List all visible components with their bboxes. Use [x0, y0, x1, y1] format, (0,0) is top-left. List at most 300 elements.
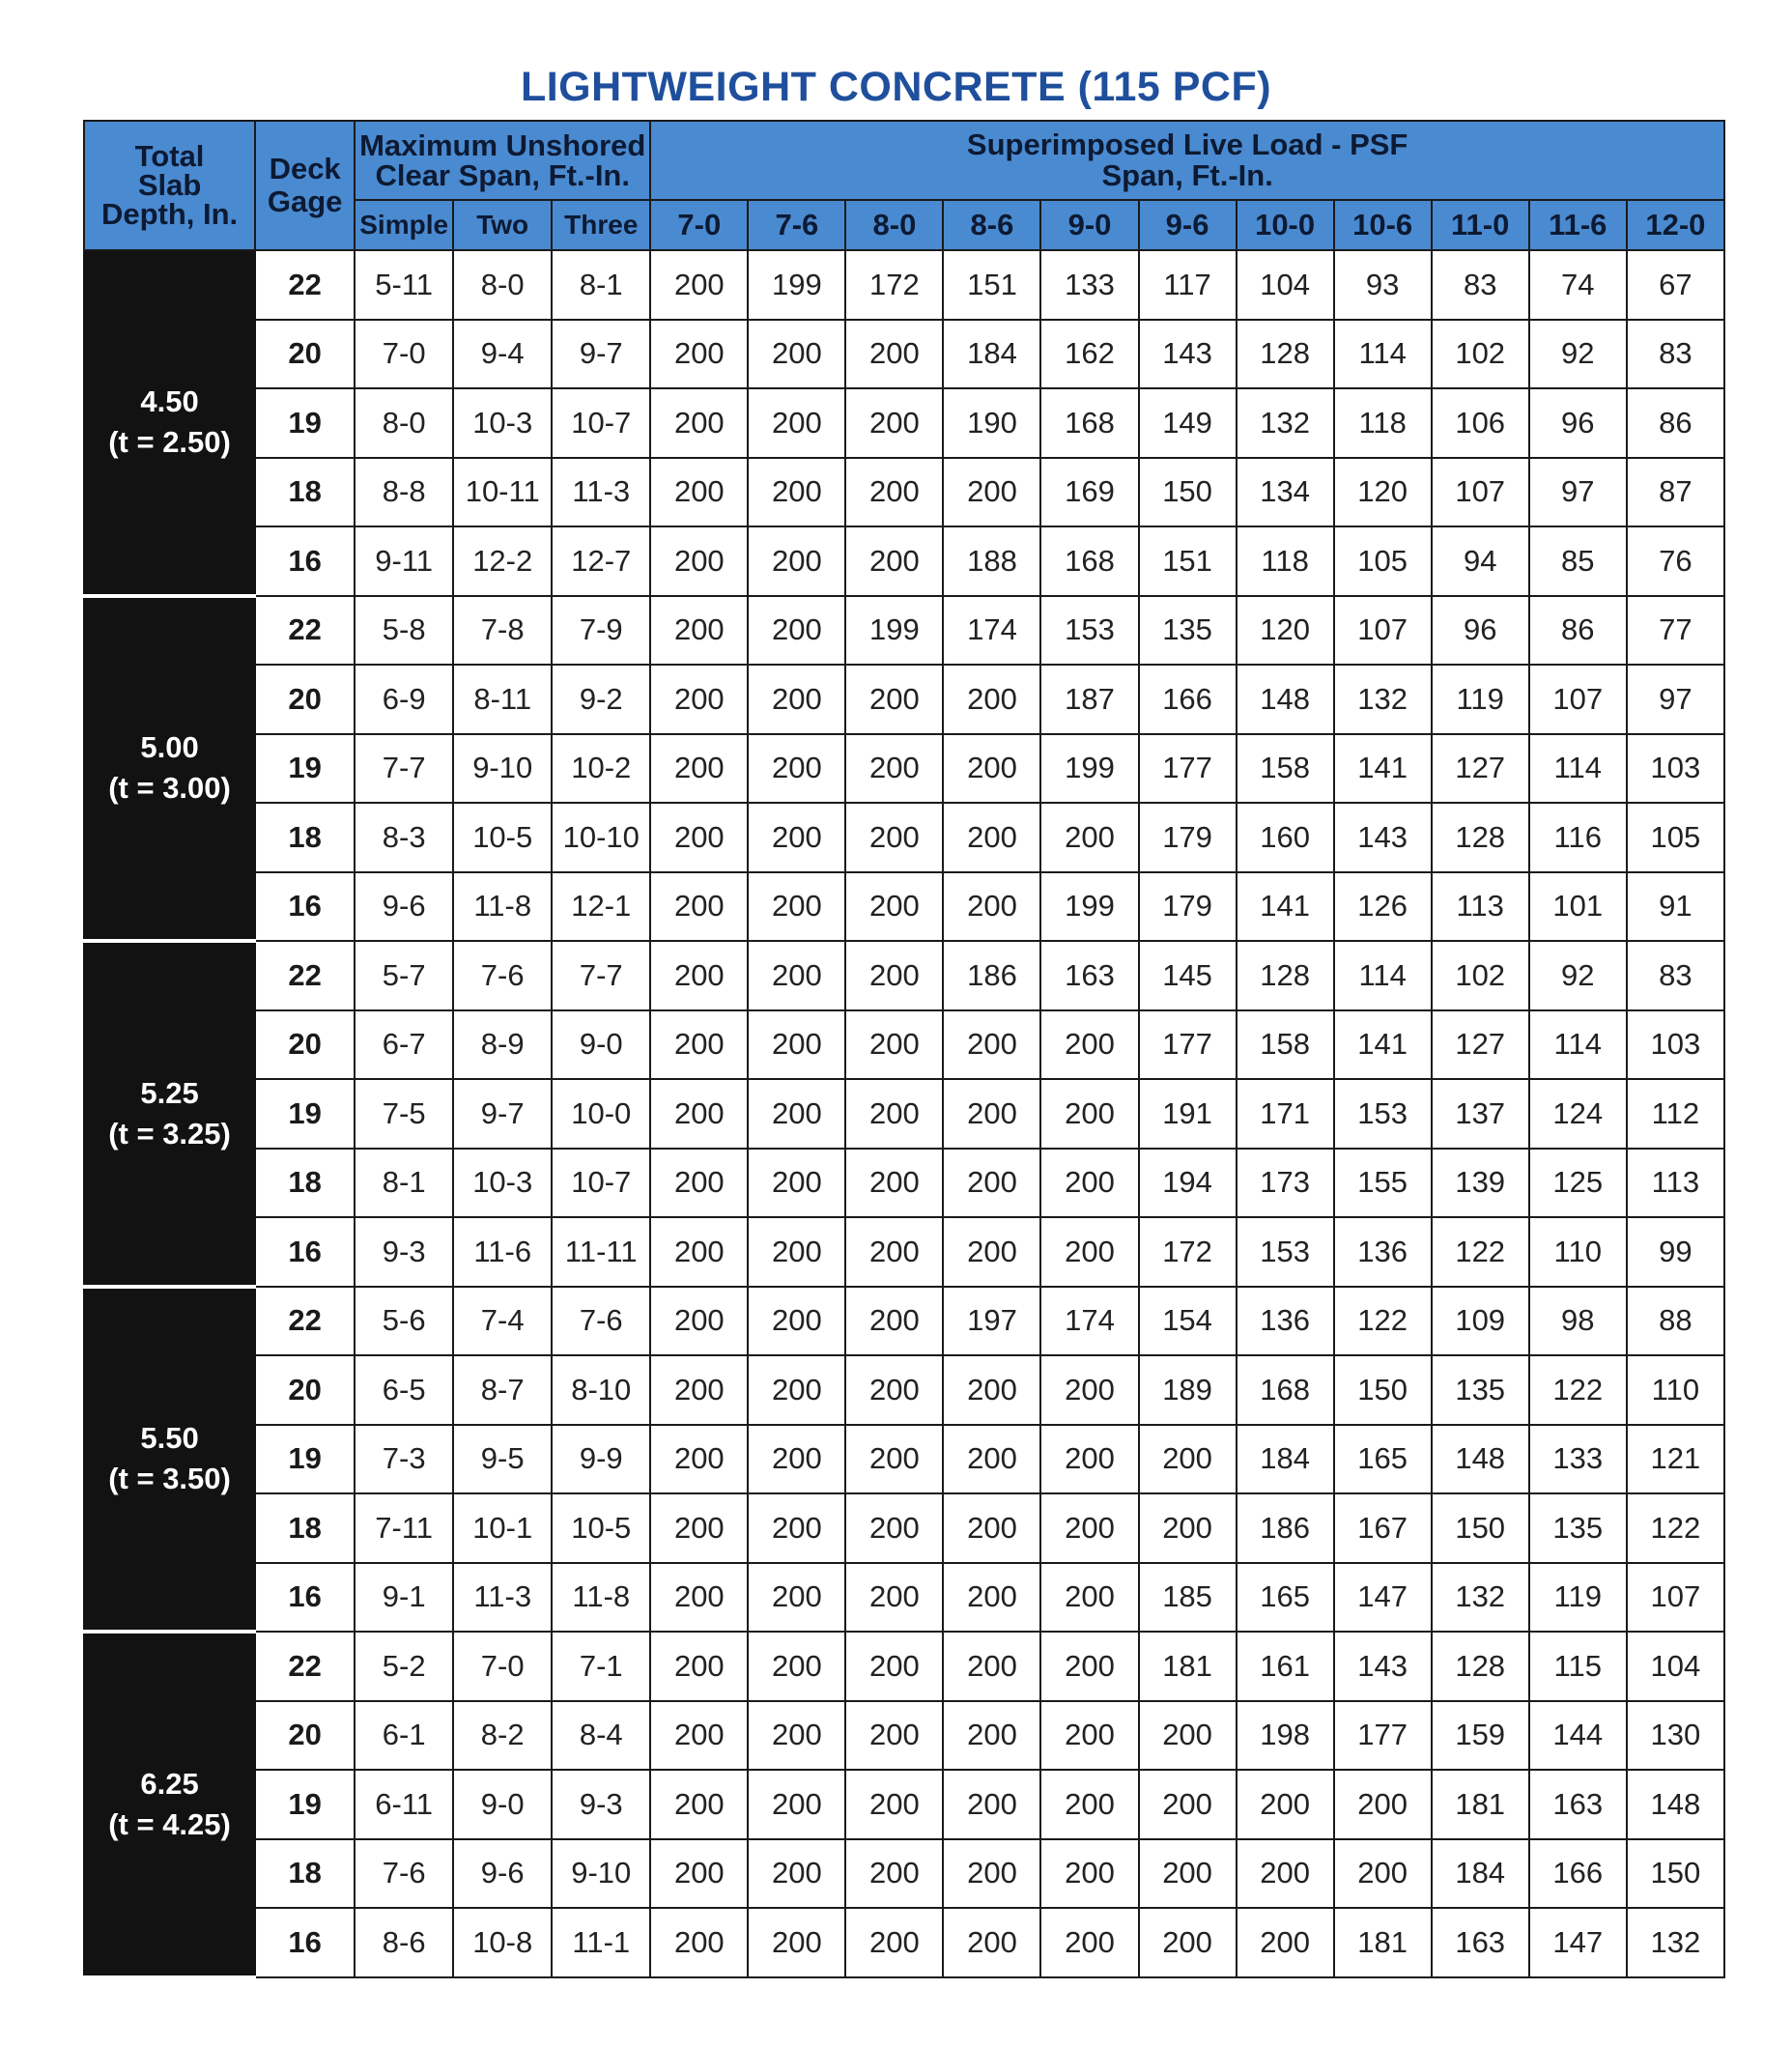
live-load-cell: 200	[943, 458, 1040, 527]
deck-gage-cell: 18	[255, 458, 355, 527]
clear-span-cell: 7-9	[552, 596, 650, 666]
live-load-cell: 122	[1627, 1493, 1724, 1563]
deck-gage-cell: 16	[255, 1563, 355, 1633]
live-load-cell: 158	[1237, 1010, 1334, 1080]
slab-depth-cell	[84, 596, 255, 942]
live-load-cell: 200	[943, 1079, 1040, 1149]
live-load-cell: 166	[1139, 665, 1237, 734]
live-load-cell: 200	[748, 1287, 845, 1356]
deck-gage-cell: 19	[255, 1425, 355, 1494]
live-load-cell: 200	[845, 1770, 943, 1839]
live-load-cell: 200	[845, 1149, 943, 1218]
live-load-cell: 186	[1237, 1493, 1334, 1563]
live-load-cell: 200	[845, 320, 943, 389]
live-load-cell: 174	[1040, 1287, 1138, 1356]
live-load-cell: 179	[1139, 872, 1237, 942]
table-row	[84, 1079, 1724, 1149]
live-load-cell: 200	[845, 1287, 943, 1356]
clear-span-cell: 11-3	[453, 1563, 552, 1633]
live-load-cell: 200	[943, 803, 1040, 872]
table-body	[84, 250, 1724, 1977]
live-load-cell: 107	[1432, 458, 1529, 527]
live-load-cell: 188	[943, 526, 1040, 596]
live-load-cell: 200	[1040, 1355, 1138, 1425]
slab-thickness-value: (t = 3.25)	[108, 1116, 231, 1151]
live-load-cell: 189	[1139, 1355, 1237, 1425]
live-load-cell: 200	[748, 1079, 845, 1149]
live-load-cell: 127	[1432, 734, 1529, 804]
live-load-cell: 163	[1432, 1908, 1529, 1977]
table-row	[84, 1908, 1724, 1977]
clear-span-cell: 6-1	[355, 1701, 453, 1771]
clear-span-cell: 6-9	[355, 665, 453, 734]
live-load-cell: 147	[1529, 1908, 1627, 1977]
live-load-cell: 141	[1237, 872, 1334, 942]
table-row	[84, 803, 1724, 872]
live-load-cell: 114	[1529, 734, 1627, 804]
live-load-cell: 172	[1139, 1217, 1237, 1287]
live-load-cell: 185	[1139, 1563, 1237, 1633]
live-load-cell: 143	[1334, 1632, 1432, 1701]
table-row	[84, 665, 1724, 734]
live-load-cell: 166	[1529, 1839, 1627, 1909]
clear-span-cell: 10-11	[453, 458, 552, 527]
live-load-cell: 200	[748, 1425, 845, 1494]
live-load-cell: 186	[943, 941, 1040, 1010]
live-load-cell: 177	[1139, 734, 1237, 804]
deck-gage-cell: 19	[255, 1079, 355, 1149]
live-load-cell: 200	[650, 250, 748, 320]
live-load-cell: 113	[1432, 872, 1529, 942]
live-load-cell: 125	[1529, 1149, 1627, 1218]
header-span-simple: Simple	[355, 200, 453, 250]
live-load-cell: 200	[650, 803, 748, 872]
clear-span-cell: 9-2	[552, 665, 650, 734]
live-load-cell: 93	[1334, 250, 1432, 320]
live-load-cell: 200	[748, 1839, 845, 1909]
live-load-cell: 200	[650, 1632, 748, 1701]
live-load-cell: 163	[1040, 941, 1138, 1010]
slab-depth-value: 5.50	[140, 1421, 199, 1456]
live-load-cell: 136	[1237, 1287, 1334, 1356]
live-load-cell: 200	[748, 1355, 845, 1425]
table-row	[84, 1287, 1724, 1356]
header-live-line: Span, Ft.-In.	[1101, 158, 1273, 192]
live-load-cell: 91	[1627, 872, 1724, 942]
live-load-cell: 168	[1040, 526, 1138, 596]
clear-span-cell: 7-6	[453, 941, 552, 1010]
live-load-cell: 117	[1139, 250, 1237, 320]
live-load-cell: 105	[1627, 803, 1724, 872]
live-load-cell: 200	[845, 526, 943, 596]
live-load-cell: 200	[748, 941, 845, 1010]
clear-span-cell: 8-3	[355, 803, 453, 872]
live-load-cell: 200	[1040, 1701, 1138, 1771]
live-load-cell: 150	[1432, 1493, 1529, 1563]
live-load-cell: 200	[1040, 1493, 1138, 1563]
slab-depth-cell	[84, 1632, 255, 1977]
live-load-cell: 200	[845, 1217, 943, 1287]
deck-gage-cell: 19	[255, 388, 355, 458]
live-load-cell: 200	[650, 941, 748, 1010]
deck-gage-cell: 22	[255, 250, 355, 320]
slab-thickness-value: (t = 2.50)	[108, 425, 231, 460]
live-load-cell: 132	[1627, 1908, 1724, 1977]
live-load-cell: 97	[1627, 665, 1724, 734]
deck-gage-cell: 18	[255, 1149, 355, 1218]
live-load-cell: 200	[1139, 1908, 1237, 1977]
live-load-cell: 88	[1627, 1287, 1724, 1356]
clear-span-cell: 8-11	[453, 665, 552, 734]
clear-span-cell: 10-8	[453, 1908, 552, 1977]
live-load-cell: 200	[1040, 1010, 1138, 1080]
live-load-cell: 200	[748, 1149, 845, 1218]
live-load-cell: 163	[1529, 1770, 1627, 1839]
deck-gage-cell: 20	[255, 1355, 355, 1425]
live-load-cell: 149	[1139, 388, 1237, 458]
live-load-cell: 97	[1529, 458, 1627, 527]
header-gage-line: Gage	[267, 185, 343, 218]
live-load-cell: 200	[1040, 1770, 1138, 1839]
clear-span-cell: 7-0	[453, 1632, 552, 1701]
live-load-cell: 150	[1627, 1839, 1724, 1909]
live-load-cell: 83	[1432, 250, 1529, 320]
deck-gage-cell: 19	[255, 734, 355, 804]
header-depth-line: Total	[134, 139, 205, 173]
live-load-cell: 132	[1334, 665, 1432, 734]
live-load-cell: 172	[845, 250, 943, 320]
deck-gage-cell: 20	[255, 1010, 355, 1080]
clear-span-cell: 7-7	[552, 941, 650, 1010]
live-load-cell: 153	[1040, 596, 1138, 666]
live-load-cell: 107	[1627, 1563, 1724, 1633]
clear-span-cell: 6-11	[355, 1770, 453, 1839]
clear-span-cell: 7-11	[355, 1493, 453, 1563]
live-load-cell: 141	[1334, 1010, 1432, 1080]
live-load-cell: 67	[1627, 250, 1724, 320]
clear-span-cell: 11-8	[552, 1563, 650, 1633]
live-load-cell: 136	[1334, 1217, 1432, 1287]
clear-span-cell: 7-0	[355, 320, 453, 389]
live-load-cell: 200	[943, 1425, 1040, 1494]
clear-span-cell: 8-1	[552, 250, 650, 320]
clear-span-cell: 11-11	[552, 1217, 650, 1287]
live-load-cell: 158	[1237, 734, 1334, 804]
deck-gage-cell: 16	[255, 526, 355, 596]
live-load-cell: 200	[943, 734, 1040, 804]
clear-span-cell: 9-6	[453, 1839, 552, 1909]
live-load-cell: 200	[845, 1839, 943, 1909]
clear-span-cell: 10-10	[552, 803, 650, 872]
clear-span-cell: 10-7	[552, 388, 650, 458]
clear-span-cell: 7-5	[355, 1079, 453, 1149]
clear-span-cell: 9-4	[453, 320, 552, 389]
clear-span-cell: 10-5	[552, 1493, 650, 1563]
live-load-cell: 200	[943, 1010, 1040, 1080]
live-load-cell: 151	[943, 250, 1040, 320]
table-row	[84, 320, 1724, 389]
deck-gage-cell: 20	[255, 1701, 355, 1771]
clear-span-cell: 9-0	[453, 1770, 552, 1839]
live-load-cell: 200	[748, 803, 845, 872]
slab-depth-value: 4.50	[140, 384, 199, 419]
live-load-cell: 200	[845, 388, 943, 458]
live-load-cell: 145	[1139, 941, 1237, 1010]
header-load-span-col: 12-0	[1627, 200, 1724, 250]
live-load-cell: 200	[748, 1908, 845, 1977]
live-load-cell: 200	[845, 1079, 943, 1149]
deck-gage-cell: 16	[255, 1908, 355, 1977]
live-load-cell: 153	[1334, 1079, 1432, 1149]
header-depth-line: Depth, In.	[100, 197, 239, 231]
live-load-cell: 200	[650, 526, 748, 596]
live-load-cell: 128	[1432, 1632, 1529, 1701]
live-load-cell: 200	[1040, 1149, 1138, 1218]
live-load-cell: 132	[1237, 388, 1334, 458]
live-load-cell: 200	[748, 1010, 845, 1080]
live-load-cell: 104	[1627, 1632, 1724, 1701]
page-title: LIGHTWEIGHT CONCRETE (115 PCF)	[520, 64, 1272, 110]
live-load-cell: 200	[845, 1632, 943, 1701]
live-load-cell: 200	[748, 526, 845, 596]
live-load-cell: 199	[748, 250, 845, 320]
live-load-cell: 200	[748, 1563, 845, 1633]
live-load-cell: 200	[1139, 1493, 1237, 1563]
deck-gage-cell: 18	[255, 803, 355, 872]
live-load-cell: 200	[1040, 1217, 1138, 1287]
live-load-cell: 169	[1040, 458, 1138, 527]
live-load-cell: 200	[1334, 1770, 1432, 1839]
live-load-cell: 159	[1432, 1701, 1529, 1771]
live-load-cell: 200	[748, 1493, 845, 1563]
clear-span-cell: 8-9	[453, 1010, 552, 1080]
clear-span-cell: 8-10	[552, 1355, 650, 1425]
clear-span-cell: 9-6	[355, 872, 453, 942]
header-load-span-col: 10-0	[1237, 200, 1334, 250]
table-row	[84, 250, 1724, 320]
live-load-cell: 118	[1334, 388, 1432, 458]
live-load-cell: 103	[1627, 1010, 1724, 1080]
table-row	[84, 1701, 1724, 1771]
live-load-cell: 112	[1627, 1079, 1724, 1149]
live-load-cell: 200	[748, 1217, 845, 1287]
table-row	[84, 526, 1724, 596]
header-load-span-col: 8-6	[943, 200, 1040, 250]
live-load-cell: 151	[1139, 526, 1237, 596]
live-load-cell: 113	[1627, 1149, 1724, 1218]
live-load-cell: 133	[1529, 1425, 1627, 1494]
clear-span-cell: 9-10	[552, 1839, 650, 1909]
clear-span-cell: 12-2	[453, 526, 552, 596]
header-load-span-col: 11-0	[1432, 200, 1529, 250]
live-load-cell: 200	[748, 665, 845, 734]
live-load-cell: 139	[1432, 1149, 1529, 1218]
slab-depth-value: 6.25	[140, 1766, 199, 1801]
live-load-cell: 200	[943, 1217, 1040, 1287]
live-load-cell: 83	[1627, 320, 1724, 389]
clear-span-cell: 7-6	[355, 1839, 453, 1909]
live-load-cell: 102	[1432, 320, 1529, 389]
table-row	[84, 1493, 1724, 1563]
live-load-cell: 200	[943, 1770, 1040, 1839]
live-load-cell: 110	[1627, 1355, 1724, 1425]
header-live-line: Superimposed Live Load - PSF	[966, 128, 1408, 161]
live-load-cell: 200	[650, 1079, 748, 1149]
live-load-cell: 105	[1334, 526, 1432, 596]
clear-span-cell: 8-7	[453, 1355, 552, 1425]
live-load-cell: 200	[845, 665, 943, 734]
deck-gage-cell: 19	[255, 1770, 355, 1839]
live-load-cell: 181	[1334, 1908, 1432, 1977]
live-load-cell: 154	[1139, 1287, 1237, 1356]
live-load-cell: 98	[1529, 1287, 1627, 1356]
live-load-cell: 199	[845, 596, 943, 666]
clear-span-cell: 10-3	[453, 388, 552, 458]
deck-gage-cell: 22	[255, 1632, 355, 1701]
deck-gage-cell: 20	[255, 320, 355, 389]
header-load-span-col: 8-0	[845, 200, 943, 250]
table-row	[84, 1425, 1724, 1494]
live-load-cell: 184	[1432, 1839, 1529, 1909]
live-load-cell: 184	[943, 320, 1040, 389]
clear-span-cell: 8-0	[453, 250, 552, 320]
live-load-cell: 106	[1432, 388, 1529, 458]
deck-gage-cell: 16	[255, 1217, 355, 1287]
live-load-cell: 200	[845, 872, 943, 942]
live-load-cell: 128	[1237, 320, 1334, 389]
header-total-slab-depth	[84, 121, 255, 250]
live-load-cell: 114	[1334, 320, 1432, 389]
live-load-cell: 167	[1334, 1493, 1432, 1563]
live-load-cell: 120	[1334, 458, 1432, 527]
live-load-cell: 200	[650, 1493, 748, 1563]
live-load-cell: 200	[650, 1770, 748, 1839]
slab-thickness-value: (t = 4.25)	[108, 1806, 231, 1841]
clear-span-cell: 6-5	[355, 1355, 453, 1425]
clear-span-cell: 12-7	[552, 526, 650, 596]
live-load-cell: 200	[650, 1287, 748, 1356]
live-load-cell: 200	[650, 1563, 748, 1633]
table-row	[84, 1217, 1724, 1287]
live-load-cell: 194	[1139, 1149, 1237, 1218]
deck-gage-cell: 22	[255, 596, 355, 666]
live-load-cell: 200	[650, 1217, 748, 1287]
live-load-cell: 122	[1529, 1355, 1627, 1425]
live-load-cell: 173	[1237, 1149, 1334, 1218]
live-load-cell: 109	[1432, 1287, 1529, 1356]
clear-span-cell: 9-0	[552, 1010, 650, 1080]
live-load-cell: 161	[1237, 1632, 1334, 1701]
live-load-cell: 118	[1237, 526, 1334, 596]
live-load-cell: 122	[1432, 1217, 1529, 1287]
live-load-cell: 200	[845, 458, 943, 527]
live-load-cell: 200	[650, 1425, 748, 1494]
clear-span-cell: 8-2	[453, 1701, 552, 1771]
live-load-cell: 177	[1139, 1010, 1237, 1080]
clear-span-cell: 8-4	[552, 1701, 650, 1771]
live-load-cell: 200	[748, 734, 845, 804]
clear-span-cell: 5-11	[355, 250, 453, 320]
live-load-cell: 197	[943, 1287, 1040, 1356]
live-load-cell: 200	[748, 1701, 845, 1771]
clear-span-cell: 9-1	[355, 1563, 453, 1633]
clear-span-cell: 7-8	[453, 596, 552, 666]
slab-depth-value: 5.25	[140, 1075, 199, 1110]
header-span-three: Three	[552, 200, 650, 250]
live-load-cell: 130	[1627, 1701, 1724, 1771]
header-span-line: Maximum Unshored	[359, 128, 646, 162]
live-load-cell: 200	[1237, 1839, 1334, 1909]
live-load-cell: 200	[748, 1770, 845, 1839]
live-load-cell: 200	[1139, 1770, 1237, 1839]
live-load-cell: 200	[650, 1839, 748, 1909]
live-load-cell: 104	[1237, 250, 1334, 320]
live-load-cell: 200	[845, 1701, 943, 1771]
live-load-cell: 174	[943, 596, 1040, 666]
live-load-cell: 200	[1040, 1425, 1138, 1494]
live-load-cell: 92	[1529, 941, 1627, 1010]
table-row	[84, 1355, 1724, 1425]
live-load-cell: 171	[1237, 1079, 1334, 1149]
table-row	[84, 1770, 1724, 1839]
deck-gage-cell: 18	[255, 1493, 355, 1563]
live-load-cell: 200	[748, 458, 845, 527]
live-load-cell: 200	[845, 1355, 943, 1425]
live-load-cell: 165	[1334, 1425, 1432, 1494]
live-load-cell: 86	[1529, 596, 1627, 666]
live-load-cell: 177	[1334, 1701, 1432, 1771]
live-load-cell: 127	[1432, 1010, 1529, 1080]
header-max-unshored-span	[355, 121, 650, 200]
header-depth-line: Slab	[137, 168, 202, 202]
slab-depth-cell	[84, 1287, 255, 1633]
clear-span-cell: 10-2	[552, 734, 650, 804]
live-load-cell: 99	[1627, 1217, 1724, 1287]
live-load-cell: 200	[1040, 803, 1138, 872]
live-load-cell: 200	[943, 1355, 1040, 1425]
live-load-cell: 102	[1432, 941, 1529, 1010]
deck-gage-cell: 22	[255, 1287, 355, 1356]
live-load-cell: 200	[943, 1632, 1040, 1701]
live-load-cell: 77	[1627, 596, 1724, 666]
clear-span-cell: 5-6	[355, 1287, 453, 1356]
clear-span-cell: 9-5	[453, 1425, 552, 1494]
clear-span-cell: 11-6	[453, 1217, 552, 1287]
live-load-cell: 200	[1237, 1908, 1334, 1977]
live-load-cell: 133	[1040, 250, 1138, 320]
clear-span-cell: 9-7	[552, 320, 650, 389]
live-load-cell: 148	[1432, 1425, 1529, 1494]
header-load-span-col: 7-0	[650, 200, 748, 250]
live-load-cell: 86	[1627, 388, 1724, 458]
live-load-cell: 199	[1040, 734, 1138, 804]
clear-span-cell: 10-1	[453, 1493, 552, 1563]
live-load-cell: 200	[1040, 1563, 1138, 1633]
live-load-cell: 200	[845, 734, 943, 804]
live-load-cell: 200	[650, 734, 748, 804]
live-load-cell: 96	[1529, 388, 1627, 458]
live-load-cell: 200	[748, 320, 845, 389]
live-load-cell: 101	[1529, 872, 1627, 942]
live-load-cell: 162	[1040, 320, 1138, 389]
clear-span-cell: 7-6	[552, 1287, 650, 1356]
slab-depth-cell	[84, 250, 255, 596]
table-row	[84, 1149, 1724, 1218]
live-load-cell: 200	[650, 1908, 748, 1977]
clear-span-cell: 9-11	[355, 526, 453, 596]
live-load-cell: 200	[943, 1839, 1040, 1909]
live-load-cell: 200	[845, 1425, 943, 1494]
